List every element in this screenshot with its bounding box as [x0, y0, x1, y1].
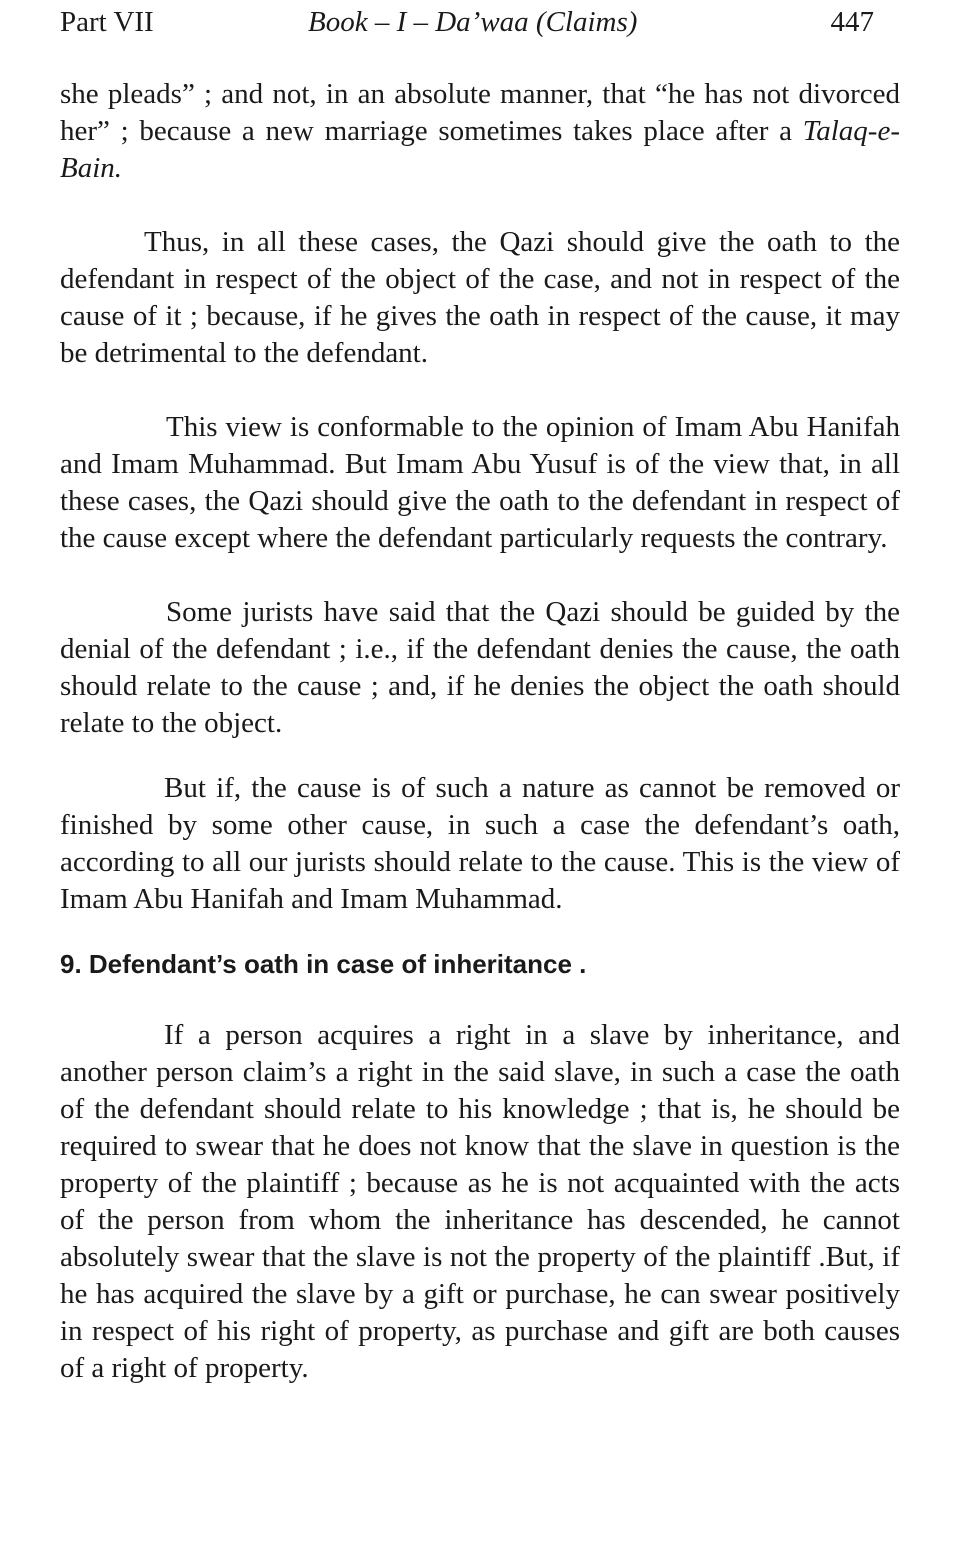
paragraph-1-text: she pleads” ; and not, in an absolute manner, that “he has not divorced her” ; because a new marriage sometimes takes place after a [60, 78, 900, 147]
paragraph-4: Some jurists have said that the Qazi should be guided by the denial of the defendant ; i.e., if the defendant denies the cause, the oath should relate to the cause ; and, if he denies the object the oath should relate to the object. [60, 596, 900, 739]
talaq-e-bain-term: Talaq-e-Bain. [60, 115, 900, 184]
part-label: Part VII [60, 6, 154, 38]
book-title: Book – I – Da’waa (Claims) [308, 6, 638, 38]
section-heading: 9. Defendant’s oath in case of inheritance . [60, 949, 587, 979]
running-head [60, 4, 900, 40]
paragraph-2: Thus, in all these cases, the Qazi should give the oath to the defendant in respect of the object of the case, and not in respect of the cause of it ; because, if he gives the oath in respect of the cause, it may be detrimental to the defendant. [60, 226, 900, 369]
paragraph-5: But if, the cause is of such a nature as cannot be removed or finished by some other cause, in such a case the defendant’s oath, according to all our jurists should relate to the cause. This is the view of Imam Abu Hanifah and Imam Muhammad. [60, 772, 900, 915]
paragraph-3: This view is conformable to the opinion of Imam Abu Hanifah and Imam Muhammad. But Imam Abu Yusuf is of the view that, in all these cases, the Qazi should give the oath to the defendant in respect of the cause except where the defendant particularly requests the contrary. [60, 411, 900, 554]
page-body [60, 76, 900, 1387]
paragraph-6: If a person acquires a right in a slave by inheritance, and another person claim’s a right in the said slave, in such a case the oath of the defendant should relate to his knowledge ; that is, he should be required to swear that he does not know that the slave in question is the property of the plaintiff ; because as he is not acquainted with the acts of the person from whom the inheritance has descended, he cannot absolutely swear that the slave is not the property of the plaintiff .But, if he has acquired the slave by a gift or purchase, he can swear positively in respect of his right of property, as purchase and gift are both causes of a right of property. [60, 1019, 900, 1384]
paragraph-1 [60, 76, 900, 187]
page-number: 447 [830, 6, 874, 38]
